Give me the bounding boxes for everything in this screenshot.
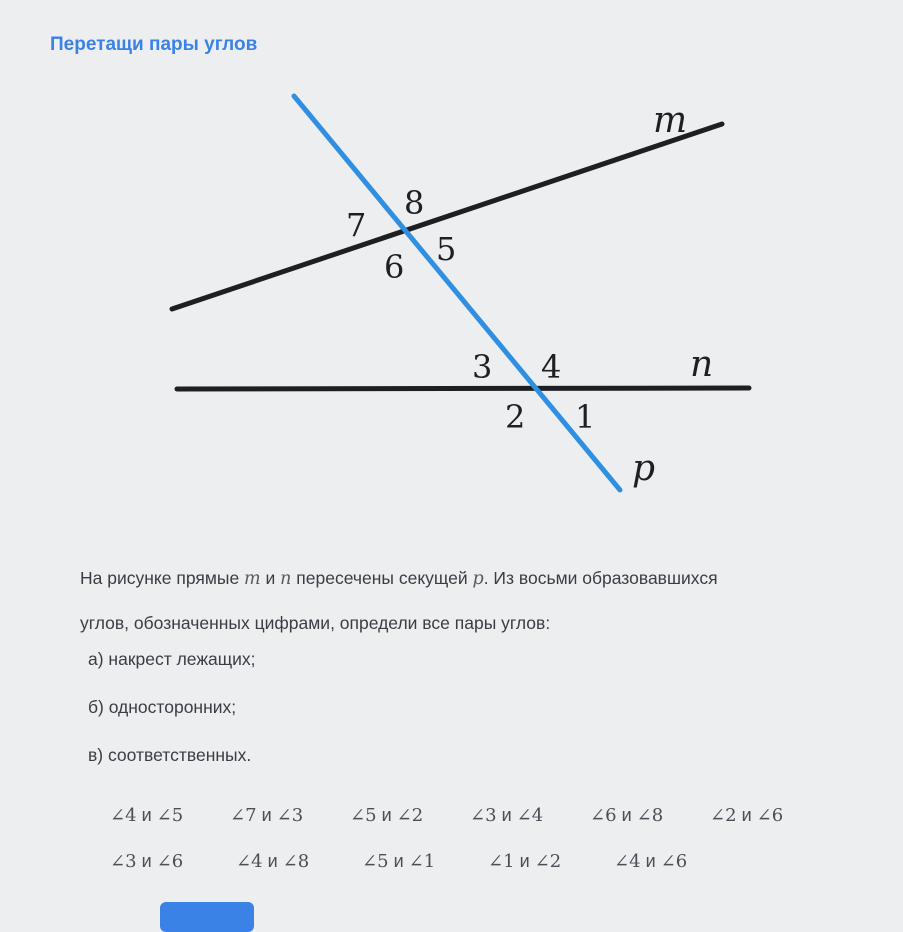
angle-label-3: 3 [472, 348, 493, 386]
task-line-2: углов, обозначенных цифрами, определи все пары углов: [80, 613, 551, 633]
label-n: n [690, 344, 714, 385]
page-title: Перетащи пары углов [50, 34, 258, 55]
angle-label-2: 2 [505, 398, 526, 436]
item-c: в) соответственных. [88, 745, 252, 765]
submit-button[interactable] [160, 902, 254, 932]
chip-6-8[interactable]: ∠6 и ∠8 [590, 805, 664, 826]
chip-3-4[interactable]: ∠3 и ∠4 [470, 805, 544, 826]
chip-4-6[interactable]: ∠4 и ∠6 [614, 851, 688, 872]
angle-label-8: 8 [404, 184, 425, 222]
chip-3-6[interactable]: ∠3 и ∠6 [110, 851, 184, 872]
label-p: p [632, 448, 656, 489]
angle-label-1: 1 [575, 398, 596, 436]
task-items [88, 647, 256, 791]
item-a: а) накрест лежащих; [88, 649, 256, 669]
angle-pair-chips [100, 798, 820, 890]
chip-5-2[interactable]: ∠5 и ∠2 [350, 805, 424, 826]
angle-label-4: 4 [541, 348, 562, 386]
transversal-p [294, 96, 620, 490]
line-n [177, 388, 749, 389]
var-n: n [280, 569, 292, 589]
chip-row-2 [100, 844, 820, 890]
label-m: m [653, 100, 688, 141]
chip-2-6[interactable]: ∠2 и ∠6 [710, 805, 784, 826]
angle-label-6: 6 [384, 248, 405, 286]
var-p: p [472, 569, 484, 589]
chip-5-1[interactable]: ∠5 и ∠1 [362, 851, 436, 872]
chip-row-1 [100, 798, 820, 844]
angle-label-7: 7 [346, 206, 367, 244]
var-m: m [244, 569, 261, 589]
chip-7-3[interactable]: ∠7 и ∠3 [230, 805, 304, 826]
task-text [80, 556, 870, 645]
task-line-1: На рисунке прямые m и n пересечены секущей p. Из восьми образовавшихся [80, 568, 718, 589]
angle-label-5: 5 [436, 230, 457, 268]
chip-4-8[interactable]: ∠4 и ∠8 [236, 851, 310, 872]
chip-4-5[interactable]: ∠4 и ∠5 [110, 805, 184, 826]
chip-1-2[interactable]: ∠1 и ∠2 [488, 851, 562, 872]
item-b: б) односторонних; [88, 697, 237, 717]
